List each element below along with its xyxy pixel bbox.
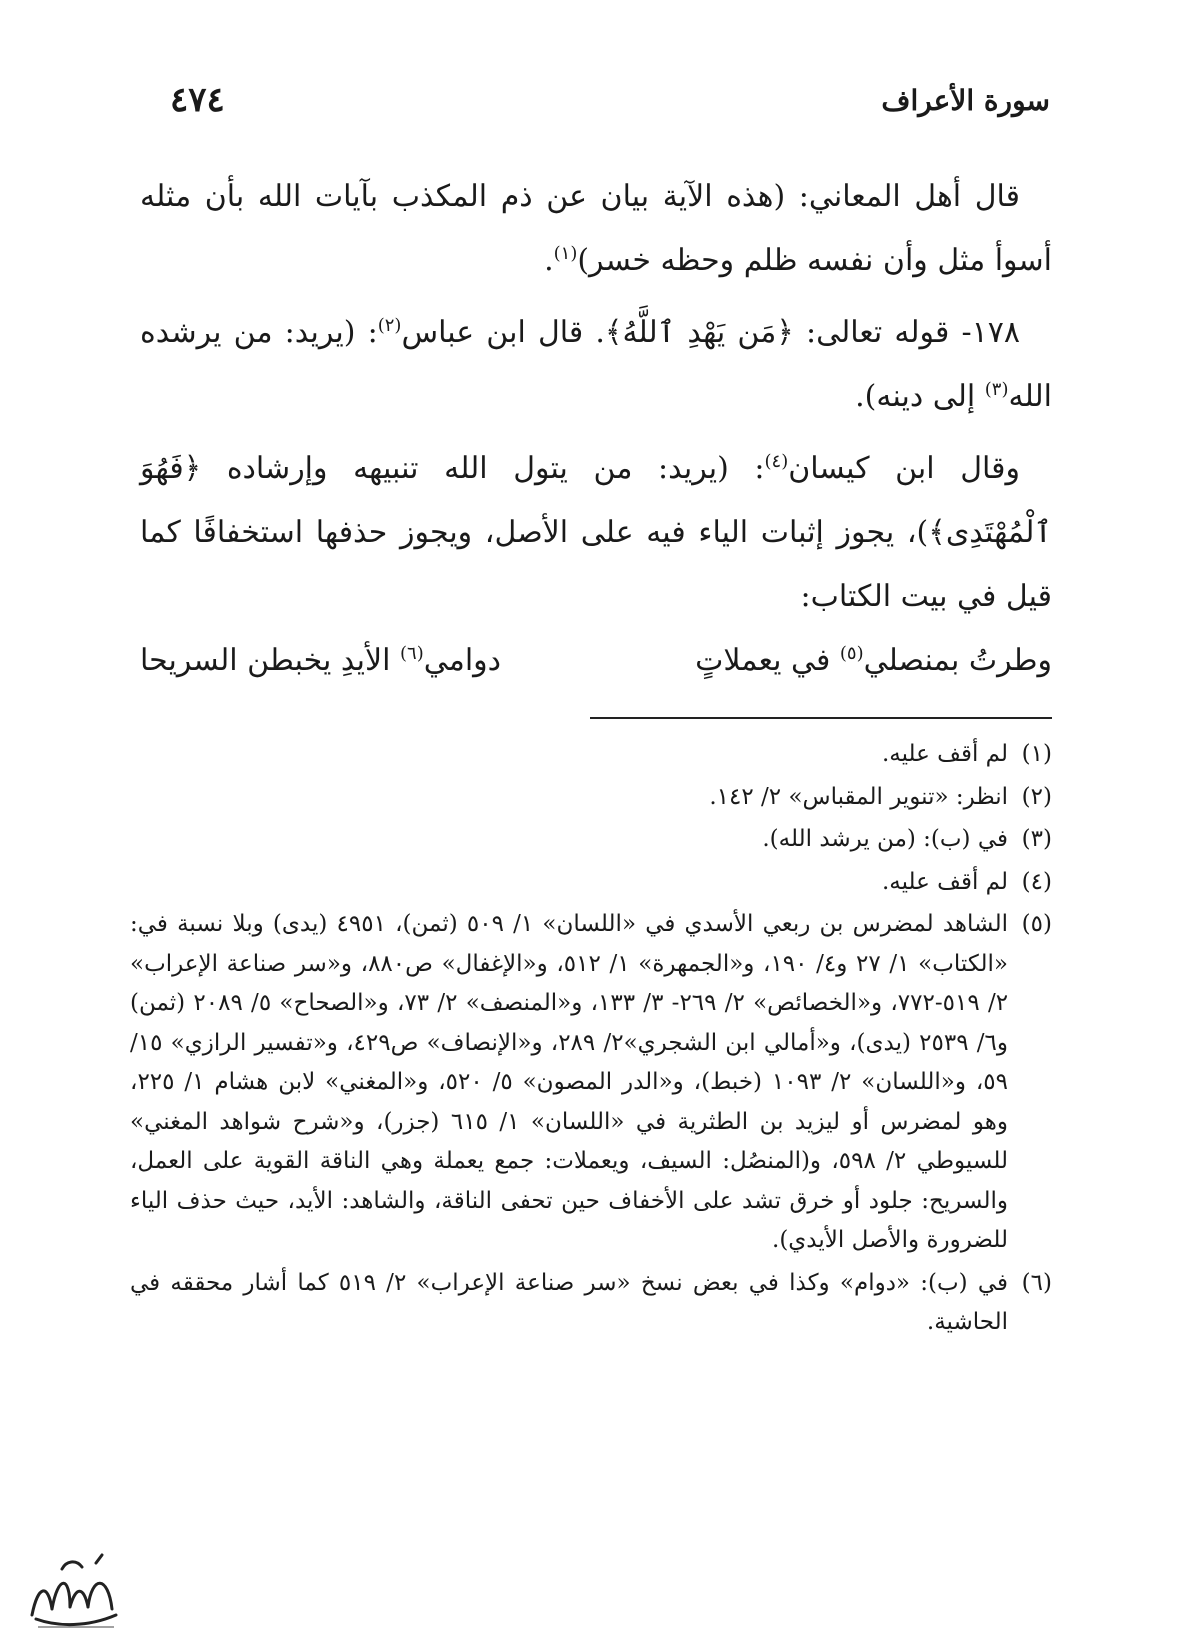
footnote-number: (٢) xyxy=(1021,783,1052,810)
footnote-text: لم أقف عليه. xyxy=(881,868,1008,895)
footnote-ref-5: (٥) xyxy=(839,643,864,664)
paragraph-1 xyxy=(140,165,1052,293)
footnote-3 xyxy=(130,820,1052,860)
footnote-ref-1: (١) xyxy=(553,243,578,264)
verse-h2-text-a: دوامي xyxy=(423,643,502,678)
main-text xyxy=(140,165,1052,693)
paragraph-3 xyxy=(140,437,1052,629)
footnote-ref-4: (٤) xyxy=(764,451,789,472)
paragraph-1-end: . xyxy=(544,243,554,278)
footnote-text: لم أقف عليه. xyxy=(881,741,1008,767)
surah-name: سورة الأعراف xyxy=(881,84,1050,117)
publisher-logo xyxy=(18,1545,128,1635)
footnote-1 xyxy=(130,735,1052,775)
footnote-number: (٦) xyxy=(1021,1269,1052,1296)
footnote-6 xyxy=(130,1264,1052,1343)
paragraph-3-text-b: : (يريد: من يتول الله تنبيهه وإرشاده ﴿فَهُوَ ٱلْمُهْتَدِى﴾)، يجوز إثبات الياء فيه على الأصل، ويجوز حذفها استخفافًا كما قيل في بيت الكتاب: xyxy=(140,451,1052,614)
footnote-number: (١) xyxy=(1021,741,1052,767)
verse-second-hemistich xyxy=(140,629,501,693)
verse-h1-text-b: في يعملاتٍ xyxy=(695,643,840,678)
paragraph-1-text: قال أهل المعاني: (هذه الآية بيان عن ذم المكذب بآيات الله بأن مثله أسوأ مثل وأن نفسه ظلم وحظه خسر) xyxy=(140,179,1052,278)
paragraph-2-text-c: إلى دينه). xyxy=(855,379,985,414)
footnote-2 xyxy=(130,778,1052,818)
page-number: ٤٧٤ xyxy=(170,80,225,120)
logo-calligraphy xyxy=(32,1555,116,1625)
footnote-text: في (ب): (من يرشد الله). xyxy=(762,826,1008,852)
footnote-ref-2: (٢) xyxy=(377,315,402,336)
footnote-ref-3: (٣) xyxy=(984,379,1009,400)
footnotes xyxy=(130,735,1052,1346)
verse-h2-text-b: الأيدِ يخبطن السريحا xyxy=(140,643,401,678)
footnote-ref-6: (٦) xyxy=(400,643,424,664)
footnote-4 xyxy=(130,863,1052,903)
footnote-text: الشاهد لمضرس بن ربعي الأسدي في «اللسان» ١/ ٥٠٩ (ثمن)، ٤٩٥١ (يدى) وبلا نسبة في: «الكتاب» ١/ ٢٧ و٤/ ١٩٠، و«الجمهرة» ١/ ٥١٢، و«الإغفال» ص٨٨٠، و«سر صناعة الإعراب» ٢/ ٥١٩-٧٧٢، و«الخصائص» ٢/ ٢٦٩- ٣/ ١٣٣، و«المنصف» ٢/ ٧٣، و«الصحاح» ٥/ ٢٠٨٩ (ثمن) و٦/ ٢٥٣٩ (يدى)، و«أمالي ابن الشجري»٢/ ٢٨٩، و«الإنصاف» ص٤٢٩، و«تفسير الرازي» ١٥/ ٥٩، و«اللسان» ٢/ ١٠٩٣ (خبط)، و«الدر المصون» ٥/ ٥٢٠، و«المغني» لابن هشام ١/ ٢٢٥، وهو لمضرس أو ليزيد بن الطثرية في «اللسان» ١/ ٦١٥ (جزر)، و«شرح شواهد المغني» للسيوطي ٢/ ٥٩٨، و(المنصُل: السيف، ويعملات: جمع يعملة وهي الناقة القوية على العمل، والسريح: جلود أو خرق تشد على الأخفاف حين تحفى الناقة، والشاهد: الأيد، حيث حذف الياء للضرورة والأصل الأيدي). xyxy=(130,911,1009,1253)
poetry-verse xyxy=(140,629,1052,693)
paragraph-2-text-b: : (يريد: من يرشده الله xyxy=(140,315,1052,414)
paragraph-2-text-a: ١٧٨- قوله تعالى: ﴿مَن يَهْدِ ٱللَّهُ﴾. قال ابن عباس xyxy=(401,315,1021,350)
footnote-text: انظر: «تنوير المقباس» ٢/ ١٤٢. xyxy=(709,783,1008,810)
footnote-number: (٤) xyxy=(1021,868,1052,895)
page-header xyxy=(170,80,1050,130)
paragraph-3-text-a: وقال ابن كيسان xyxy=(788,451,1020,486)
paragraph-2 xyxy=(140,301,1052,429)
footnote-5 xyxy=(130,905,1052,1261)
footnote-number: (٣) xyxy=(1021,826,1052,852)
verse-h1-text-a: وطرتُ بمنصلي xyxy=(863,643,1052,678)
footnote-separator xyxy=(590,717,1052,719)
footnote-text: في (ب): «دوام» وكذا في بعض نسخ «سر صناعة الإعراب» ٢/ ٥١٩ كما أشار محققه في الحاشية. xyxy=(130,1269,1008,1335)
verse-first-hemistich xyxy=(695,629,1052,693)
footnote-number: (٥) xyxy=(1021,911,1052,937)
